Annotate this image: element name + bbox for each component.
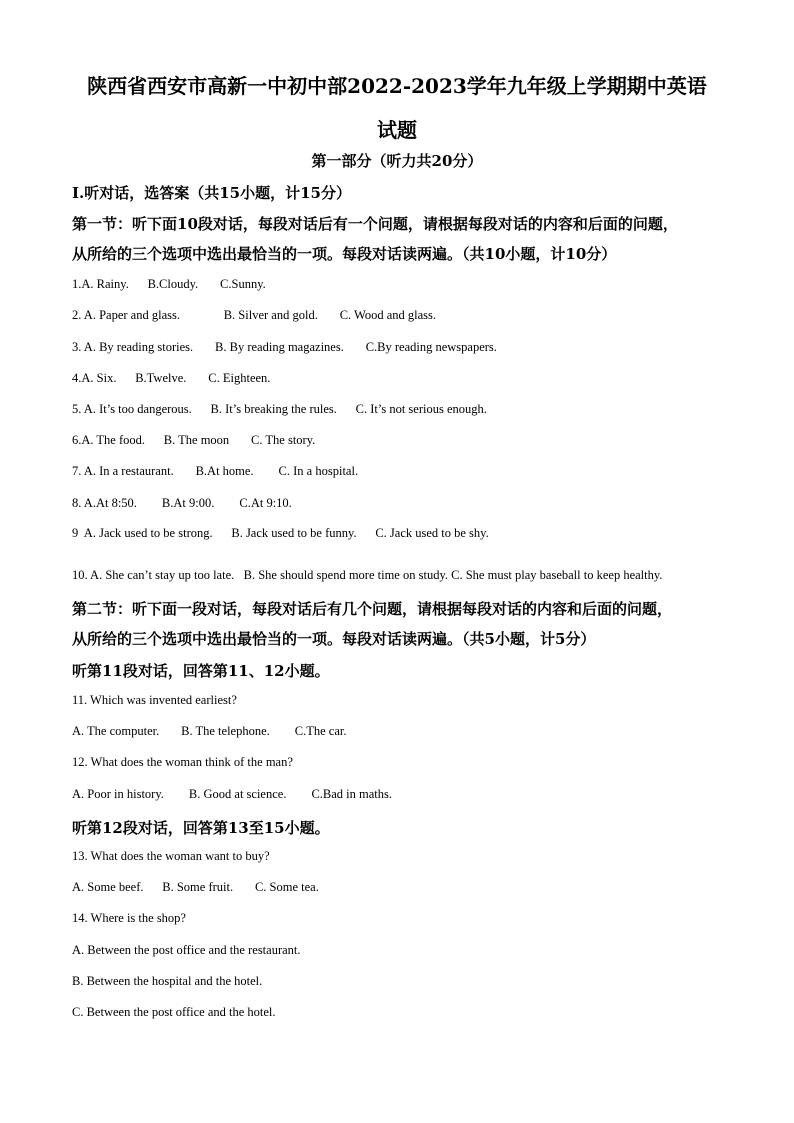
dialog11-heading: 听第11段对话，回答第11、12小题。: [72, 662, 330, 680]
question-14-option-c: C. Between the post office and the hotel.: [72, 1005, 276, 1019]
part-title: 第一部分（听力共20分）: [311, 152, 483, 170]
question-8: 8. A.At 8:50. B.At 9:00. C.At 9:10.: [72, 496, 292, 510]
question-3: 3. A. By reading stories. B. By reading magazines. C.By reading newspapers.: [72, 340, 497, 354]
dialog12-heading: 听第12段对话，回答第13至15小题。: [72, 819, 330, 837]
section1-instruction-line2: 从所给的三个选项中选出最恰当的一项。每段对话读两遍。（共10小题，计10分）: [72, 245, 617, 263]
exam-title-line2: 试题: [377, 118, 417, 142]
question-11: 11. Which was invented earliest?: [72, 693, 237, 707]
question-13: 13. What does the woman want to buy?: [72, 849, 270, 863]
question-10: 10. A. She can’t stay up too late. B. She should spend more time on study. C. She must play baseball to keep healthy.: [72, 568, 663, 582]
section-i-heading: I.听对话，选答案（共15小题，计15分）: [72, 184, 351, 202]
question-13-options: A. Some beef. B. Some fruit. C. Some tea.: [72, 880, 319, 894]
question-6: 6.A. The food. B. The moon C. The story.: [72, 433, 316, 447]
question-4: 4.A. Six. B.Twelve. C. Eighteen.: [72, 371, 271, 385]
section2-instruction-line1: 第二节：听下面一段对话，每段对话后有几个问题，请根据每段对话的内容和后面的问题，: [72, 600, 673, 618]
question-5: 5. A. It’s too dangerous. B. It’s breaking the rules. C. It’s not serious enough.: [72, 402, 487, 416]
question-14: 14. Where is the shop?: [72, 911, 186, 925]
question-7: 7. A. In a restaurant. B.At home. C. In a hospital.: [72, 464, 359, 478]
question-12: 12. What does the woman think of the man?: [72, 755, 293, 769]
question-2: 2. A. Paper and glass. B. Silver and gold. C. Wood and glass.: [72, 308, 437, 322]
question-11-options: A. The computer. B. The telephone. C.The car.: [72, 724, 347, 738]
question-14-option-a: A. Between the post office and the restaurant.: [72, 943, 301, 957]
section2-instruction-line2: 从所给的三个选项中选出最恰当的一项。每段对话读两遍。（共5小题，计5分）: [72, 630, 596, 648]
question-9: 9 A. Jack used to be strong. B. Jack used to be funny. C. Jack used to be shy.: [72, 526, 489, 540]
question-12-options: A. Poor in history. B. Good at science. C.Bad in maths.: [72, 787, 392, 801]
question-14-option-b: B. Between the hospital and the hotel.: [72, 974, 263, 988]
section1-instruction-line1: 第一节：听下面10段对话，每段对话后有一个问题，请根据每段对话的内容和后面的问题，: [72, 215, 678, 233]
exam-title-line1: 陕西省西安市高新一中初中部2022-2023学年九年级上学期期中英语: [87, 74, 707, 98]
question-1: 1.A. Rainy. B.Cloudy. C.Sunny.: [72, 277, 266, 291]
